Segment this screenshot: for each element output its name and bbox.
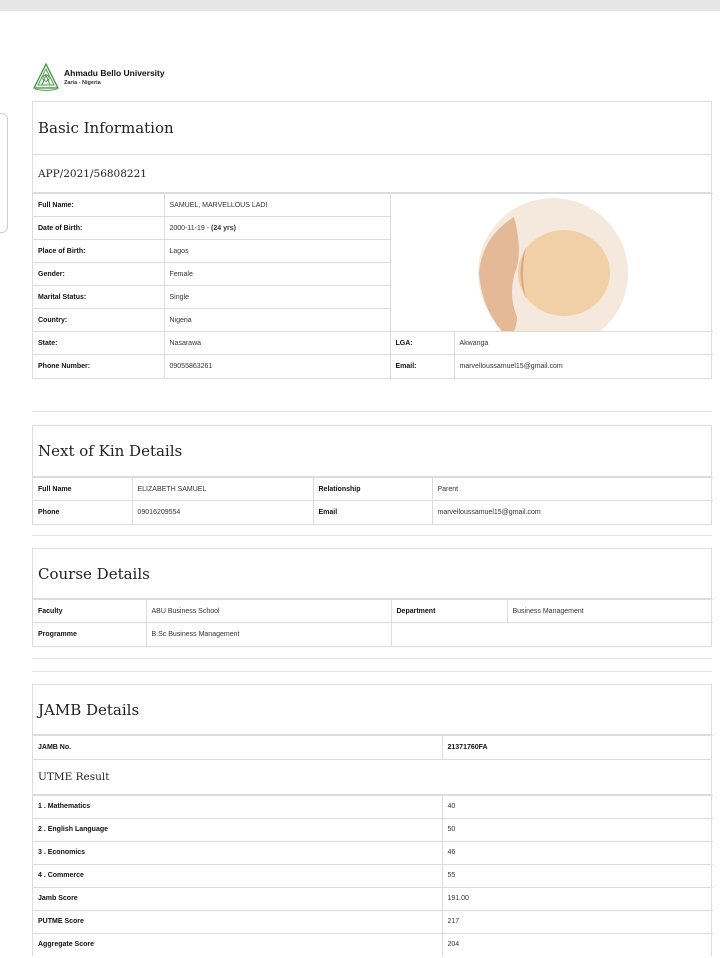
basic-information-card [32,101,712,379]
top-bar [0,0,720,11]
table-row [33,623,713,646]
date-of-birth-label: Date of Birth: [33,217,164,240]
kin-email-label: Email [313,501,432,524]
university-location: Zaria - Nigeria [64,79,101,86]
subject-label: 4 . Commerce [33,864,442,887]
department-label: Department [391,600,507,623]
country-value: Nigeria [164,309,390,332]
kin-relationship-value: Parent [432,478,713,501]
course-details-table [33,599,713,646]
side-panel-tab[interactable] [0,113,8,233]
kin-full-name-value: ELIZABETH SAMUEL [132,478,313,501]
table-row [33,332,713,355]
gender-value: Female [164,263,390,286]
passport-photo [477,197,629,332]
full-name-label: Full Name: [33,194,164,217]
table-row [33,478,713,501]
programme-label: Programme [33,623,146,646]
phone-number-value: 09055863261 [164,355,390,378]
divider [32,671,712,672]
lga-value: Akwanga [454,332,713,355]
table-row [33,795,713,818]
jamb-details-title: JAMB Details [33,685,711,735]
jamb-details-card [32,684,712,956]
table-row [33,501,713,524]
jamb-number-value: 21371760FA [442,736,713,759]
table-row [33,818,713,841]
faculty-label: Faculty [33,600,146,623]
kin-relationship-label: Relationship [313,478,432,501]
subject-score: 40 [442,795,713,818]
putme-score-label: PUTME Score [33,910,442,933]
subject-label: 2 . English Language [33,818,442,841]
marital-status-value: Single [164,286,390,309]
empty-cell [391,623,713,646]
country-label: Country: [33,309,164,332]
place-of-birth-label: Place of Birth: [33,240,164,263]
jamb-score-label: Jamb Score [33,887,442,910]
table-row [33,736,713,759]
table-row [33,910,713,933]
table-row [33,194,713,217]
university-name: Ahmadu Bello University [64,67,165,78]
age: (24 yrs) [211,224,236,232]
basic-information-title: Basic Information [33,102,711,155]
table-row [33,887,713,910]
marital-status-label: Marital Status: [33,286,164,309]
kin-phone-label: Phone [33,501,132,524]
university-logo-icon [33,63,59,91]
programme-value: B.Sc Business Management [146,623,391,646]
divider [32,535,712,536]
state-label: State: [33,332,164,355]
department-value: Business Management [507,600,713,623]
full-name-value: SAMUEL, MARVELLOUS LADI [164,194,390,217]
basic-info-table [33,193,713,378]
date-of-birth-value: 2000-11-19 - (24 yrs) [164,217,390,240]
application-number: APP/2021/56808221 [33,155,711,193]
table-row [33,933,713,956]
subject-label: 3 . Economics [33,841,442,864]
subject-score: 55 [442,864,713,887]
table-row [33,841,713,864]
kin-full-name-label: Full Name [33,478,132,501]
putme-score-value: 217 [442,910,713,933]
course-details-title: Course Details [33,549,711,599]
utme-result-table [33,795,713,957]
divider [32,658,712,659]
next-of-kin-table [33,477,713,524]
kin-email-value: marvelloussamuel15@gmail.com [432,501,713,524]
passport-photo-cell [390,194,713,332]
gender-label: Gender: [33,263,164,286]
jamb-number-label: JAMB No. [33,736,442,759]
course-details-card [32,548,712,647]
next-of-kin-title: Next of Kin Details [33,426,711,477]
state-value: Nasarawa [164,332,390,355]
lga-label: LGA: [390,332,454,355]
divider [32,411,712,412]
email-label: Email: [390,355,454,378]
email-value: marvelloussamuel15@gmail.com [454,355,713,378]
table-row [33,864,713,887]
university-header [33,63,165,91]
table-row [33,355,713,378]
phone-number-label: Phone Number: [33,355,164,378]
aggregate-score-label: Aggregate Score [33,933,442,956]
subject-label: 1 . Mathematics [33,795,442,818]
utme-result-title: UTME Result [33,759,711,795]
jamb-score-value: 191.00 [442,887,713,910]
jamb-number-table [33,735,713,759]
faculty-value: ABU Business School [146,600,391,623]
aggregate-score-value: 204 [442,933,713,956]
subject-score: 46 [442,841,713,864]
kin-phone-value: 09016209554 [132,501,313,524]
next-of-kin-card [32,425,712,525]
place-of-birth-value: Lagos [164,240,390,263]
table-row [33,600,713,623]
subject-score: 50 [442,818,713,841]
